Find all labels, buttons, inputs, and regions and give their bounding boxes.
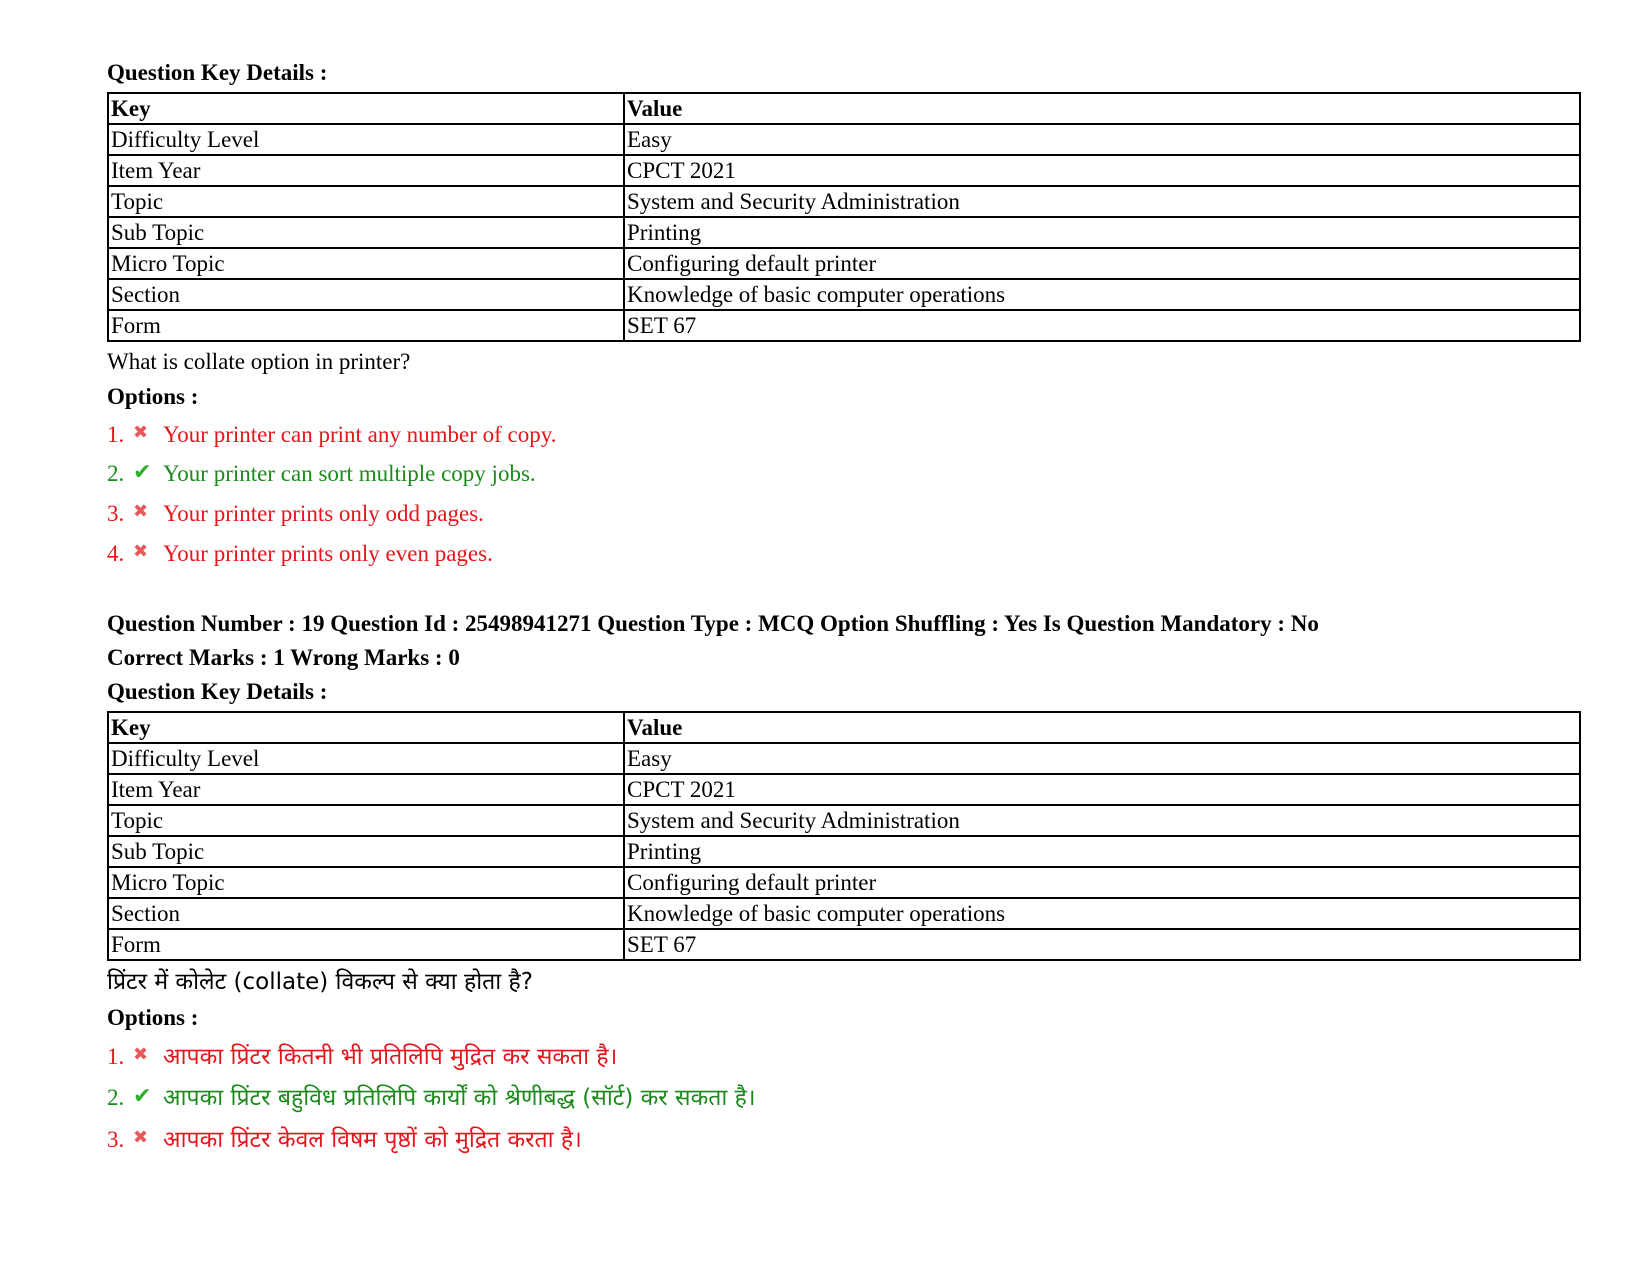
question-text: What is collate option in printer? [107, 349, 411, 374]
table-row [108, 898, 1580, 929]
question-key-details-heading: Question Key Details : [107, 679, 328, 704]
value-header: Value [624, 712, 1580, 743]
section-spacer [107, 573, 1582, 607]
row-value: Knowledge of basic computer operations [624, 898, 1580, 929]
row-key: Item Year [108, 774, 624, 805]
value-header: Value [624, 93, 1580, 124]
option-2 [107, 1077, 1582, 1118]
option-2 [107, 454, 1582, 493]
option-number: 1. [107, 1044, 125, 1069]
table-row [108, 279, 1580, 310]
row-key: Sub Topic [108, 836, 624, 867]
row-value: Printing [624, 217, 1580, 248]
table-row [108, 805, 1580, 836]
option-1 [107, 414, 1582, 454]
option-1 [107, 1035, 1582, 1077]
row-value: CPCT 2021 [624, 774, 1580, 805]
table-header-row [108, 93, 1580, 124]
question-key-details-table [107, 711, 1581, 961]
option-number: 1. [107, 422, 125, 447]
cross-icon: ✖ [133, 501, 149, 522]
document-page [107, 56, 1582, 1160]
option-text: आपका प्रिंटर केवल विषम पृष्ठों को मुद्रित करता है। [163, 1127, 582, 1153]
options-label: Options : [107, 1005, 199, 1030]
option-text: Your printer prints only odd pages. [163, 501, 484, 526]
row-key: Difficulty Level [108, 743, 624, 774]
option-number: 2. [107, 461, 125, 486]
cross-icon: ✖ [133, 422, 149, 443]
option-text: आपका प्रिंटर बहुविध प्रतिलिपि कार्यों को श्रेणीबद्ध (सॉर्ट) कर सकता है। [163, 1085, 756, 1111]
option-number: 2. [107, 1085, 125, 1110]
row-value: CPCT 2021 [624, 155, 1580, 186]
table-row [108, 217, 1580, 248]
table-header-row [108, 712, 1580, 743]
row-value: SET 67 [624, 929, 1580, 960]
option-text: Your printer can print any number of copy. [163, 422, 557, 447]
row-value: Easy [624, 743, 1580, 774]
row-key: Topic [108, 186, 624, 217]
options-label: Options : [107, 384, 199, 409]
key-header: Key [108, 712, 624, 743]
option-text: आपका प्रिंटर कितनी भी प्रतिलिपि मुद्रित कर सकता है। [163, 1044, 618, 1070]
table-row [108, 310, 1580, 341]
row-value: Configuring default printer [624, 867, 1580, 898]
row-key: Sub Topic [108, 217, 624, 248]
row-key: Micro Topic [108, 248, 624, 279]
option-3 [107, 1118, 1582, 1160]
question-key-details-heading: Question Key Details : [107, 60, 328, 85]
check-icon: ✔ [133, 1084, 152, 1109]
question-text: प्रिंटर में कोलेट (collate) विकल्प से क्या होता है? [107, 969, 533, 995]
row-key: Form [108, 310, 624, 341]
table-row [108, 155, 1580, 186]
cross-icon: ✖ [133, 1127, 149, 1148]
table-row [108, 929, 1580, 960]
option-number: 3. [107, 501, 125, 526]
row-value: Configuring default printer [624, 248, 1580, 279]
option-4 [107, 533, 1582, 573]
question-meta-line-1: Question Number : 19 Question Id : 25498941271 Question Type : MCQ Option Shuffling : Yes Is Question Mandatory : No [107, 611, 1319, 636]
row-value: System and Security Administration [624, 805, 1580, 836]
option-number: 3. [107, 1127, 125, 1152]
row-key: Difficulty Level [108, 124, 624, 155]
table-row [108, 248, 1580, 279]
table-row [108, 124, 1580, 155]
row-value: System and Security Administration [624, 186, 1580, 217]
table-row [108, 774, 1580, 805]
option-text: Your printer prints only even pages. [163, 541, 493, 566]
cross-icon: ✖ [133, 541, 149, 562]
row-key: Item Year [108, 155, 624, 186]
table-row [108, 867, 1580, 898]
cross-icon: ✖ [133, 1044, 149, 1065]
row-key: Section [108, 898, 624, 929]
row-value: Easy [624, 124, 1580, 155]
row-key: Form [108, 929, 624, 960]
table-row [108, 186, 1580, 217]
row-key: Topic [108, 805, 624, 836]
option-text: Your printer can sort multiple copy jobs. [163, 461, 536, 486]
row-key: Micro Topic [108, 867, 624, 898]
table-row [108, 836, 1580, 867]
key-header: Key [108, 93, 624, 124]
row-value: Printing [624, 836, 1580, 867]
row-value: Knowledge of basic computer operations [624, 279, 1580, 310]
check-icon: ✔ [133, 460, 152, 485]
option-3 [107, 493, 1582, 533]
row-value: SET 67 [624, 310, 1580, 341]
option-number: 4. [107, 541, 125, 566]
row-key: Section [108, 279, 624, 310]
table-row [108, 743, 1580, 774]
question-meta-line-2: Correct Marks : 1 Wrong Marks : 0 [107, 645, 460, 670]
question-key-details-table [107, 92, 1581, 342]
